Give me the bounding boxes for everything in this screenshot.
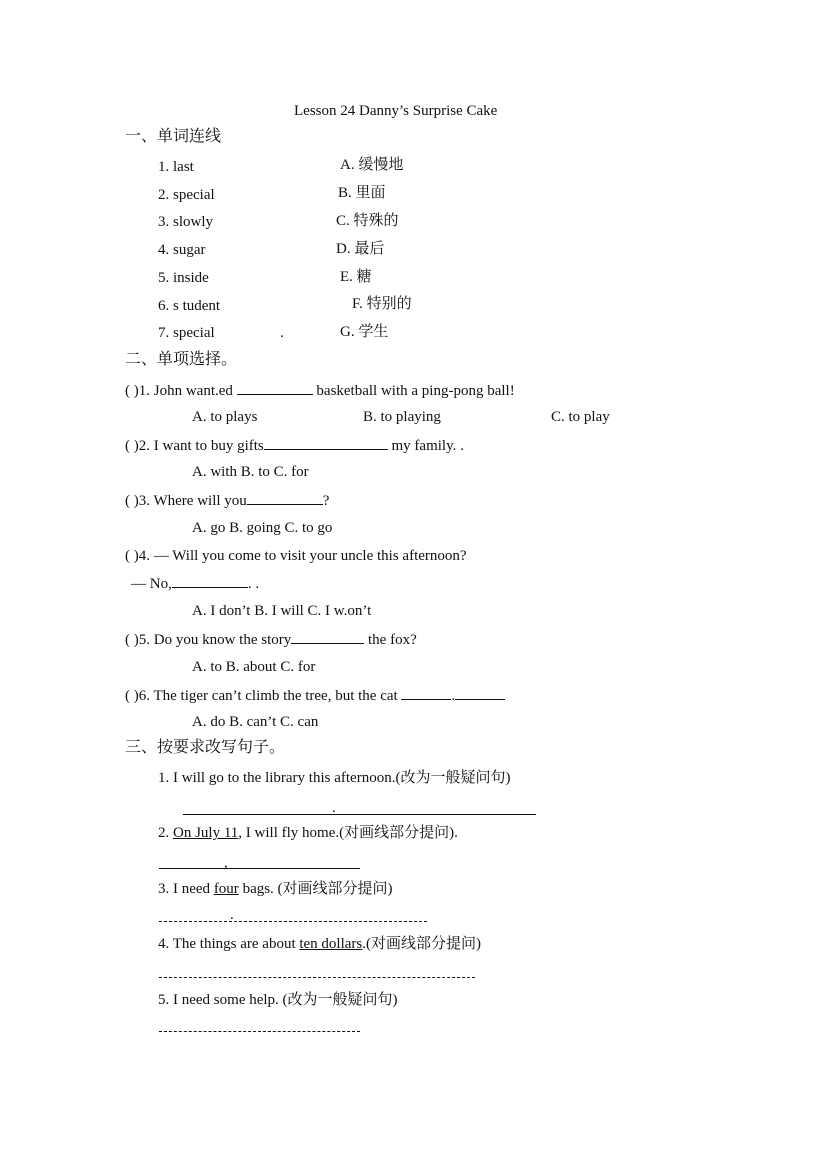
- answer-line[interactable]: [159, 1031, 360, 1032]
- meaning-item: B. 里面: [338, 185, 386, 201]
- options: A. to B. about C. for: [192, 659, 316, 675]
- question-4-answer: [131, 573, 259, 594]
- question-text: Where will you: [153, 493, 247, 509]
- options: A. with B. to C. for: [192, 464, 309, 480]
- answer-paren[interactable]: ( )2.: [125, 438, 150, 454]
- question-text: ?: [322, 493, 330, 509]
- word-item: 1. last: [158, 159, 194, 175]
- word-item: 3. slowly: [158, 214, 214, 230]
- page-title: Lesson 24 Danny’s Surprise Cake: [294, 103, 498, 119]
- rewrite-4: [158, 934, 481, 954]
- option-a: A. to plays: [192, 409, 258, 425]
- meaning-item: E. 糖: [340, 269, 372, 285]
- sentence-text: , I will fly home.(对画线部分提问).: [238, 825, 458, 841]
- answer-paren[interactable]: ( )5.: [125, 632, 150, 648]
- question-text: John want.ed: [153, 383, 233, 399]
- underlined-part: ten dollars: [299, 936, 363, 952]
- answer-line[interactable]: [159, 977, 475, 978]
- meaning-item: D. 最后: [336, 241, 385, 257]
- answer-paren[interactable]: ( )3.: [125, 493, 150, 509]
- meaning-item: G. 学生: [340, 324, 389, 340]
- sentence-text: 4. The things are about: [158, 936, 296, 952]
- answer-blank[interactable]: [237, 380, 313, 395]
- sentence-text: .(对画线部分提问): [362, 936, 482, 952]
- underlined-part: On July 11: [173, 825, 239, 841]
- answer-blank[interactable]: [401, 685, 451, 700]
- rewrite-2: [158, 823, 458, 843]
- question-3: [125, 490, 329, 511]
- options: A. I don’t B. I will C. I w.on’t: [192, 603, 372, 619]
- line-dot: .: [230, 907, 234, 923]
- rewrite-1: 1. I will go to the library this afternoon.(改为一般疑问句): [158, 770, 511, 786]
- answer-line[interactable]: [183, 814, 536, 815]
- question-text: — Will you come to visit your uncle this afternoon?: [153, 548, 467, 564]
- question-text: I want to buy gifts: [153, 438, 264, 454]
- section2-heading: 二、单项选择。: [125, 351, 238, 368]
- question-4: [125, 546, 467, 566]
- answer-blank[interactable]: [264, 435, 388, 450]
- word-item: 5. inside: [158, 270, 209, 286]
- answer-suffix: . .: [247, 576, 260, 592]
- meaning-item: C. 特殊的: [336, 213, 399, 229]
- blank-dot: .: [451, 688, 456, 704]
- answer-blank[interactable]: [455, 685, 505, 700]
- answer-line[interactable]: [159, 868, 360, 869]
- meaning-item: F. 特别的: [352, 296, 412, 312]
- question-text: the fox?: [368, 632, 417, 648]
- answer-paren[interactable]: ( )4.: [125, 548, 150, 564]
- question-1: [125, 380, 515, 401]
- underlined-part: four: [213, 881, 239, 897]
- option-b: B. to playing: [363, 409, 441, 425]
- meaning-item: A. 缓慢地: [340, 157, 404, 173]
- word-item: 4. sugar: [158, 242, 206, 258]
- answer-blank[interactable]: [291, 629, 364, 644]
- question-text: The tiger can’t climb the tree, but the cat: [153, 688, 398, 704]
- item-number: 2.: [158, 825, 170, 841]
- section1-heading: 一、单词连线: [125, 128, 222, 145]
- option-c: C. to play: [551, 409, 610, 425]
- question-2: [125, 435, 464, 456]
- options: A. do B. can’t C. can: [192, 714, 319, 730]
- options: A. go B. going C. to go: [192, 520, 333, 536]
- answer-paren[interactable]: ( )1.: [125, 383, 150, 399]
- answer-blank[interactable]: [172, 573, 248, 588]
- question-text: my family. .: [391, 438, 464, 454]
- answer-line[interactable]: [159, 921, 427, 922]
- answer-paren[interactable]: ( )6.: [125, 688, 150, 704]
- section3-heading: 三、按要求改写句子。: [125, 739, 286, 756]
- question-text: Do you know the story: [153, 632, 292, 648]
- rewrite-5: 5. I need some help. (改为一般疑问句): [158, 992, 398, 1008]
- rewrite-3: [158, 879, 393, 899]
- question-6: [125, 685, 505, 706]
- word-item: 6. s tudent: [158, 298, 221, 314]
- answer-blank[interactable]: [247, 490, 323, 505]
- sentence-text: 3. I need: [158, 881, 211, 897]
- stray-dot: .: [280, 325, 284, 341]
- answer-prefix: — No,: [131, 576, 172, 592]
- question-text: basketball with a ping-pong ball!: [316, 383, 515, 399]
- question-5: [125, 629, 417, 650]
- line-dot: ,: [224, 855, 228, 871]
- sentence-text: bags. (对画线部分提问): [242, 881, 393, 897]
- line-dot: .: [332, 800, 336, 816]
- word-item: 2. special: [158, 187, 215, 203]
- word-item: 7. special: [158, 325, 215, 341]
